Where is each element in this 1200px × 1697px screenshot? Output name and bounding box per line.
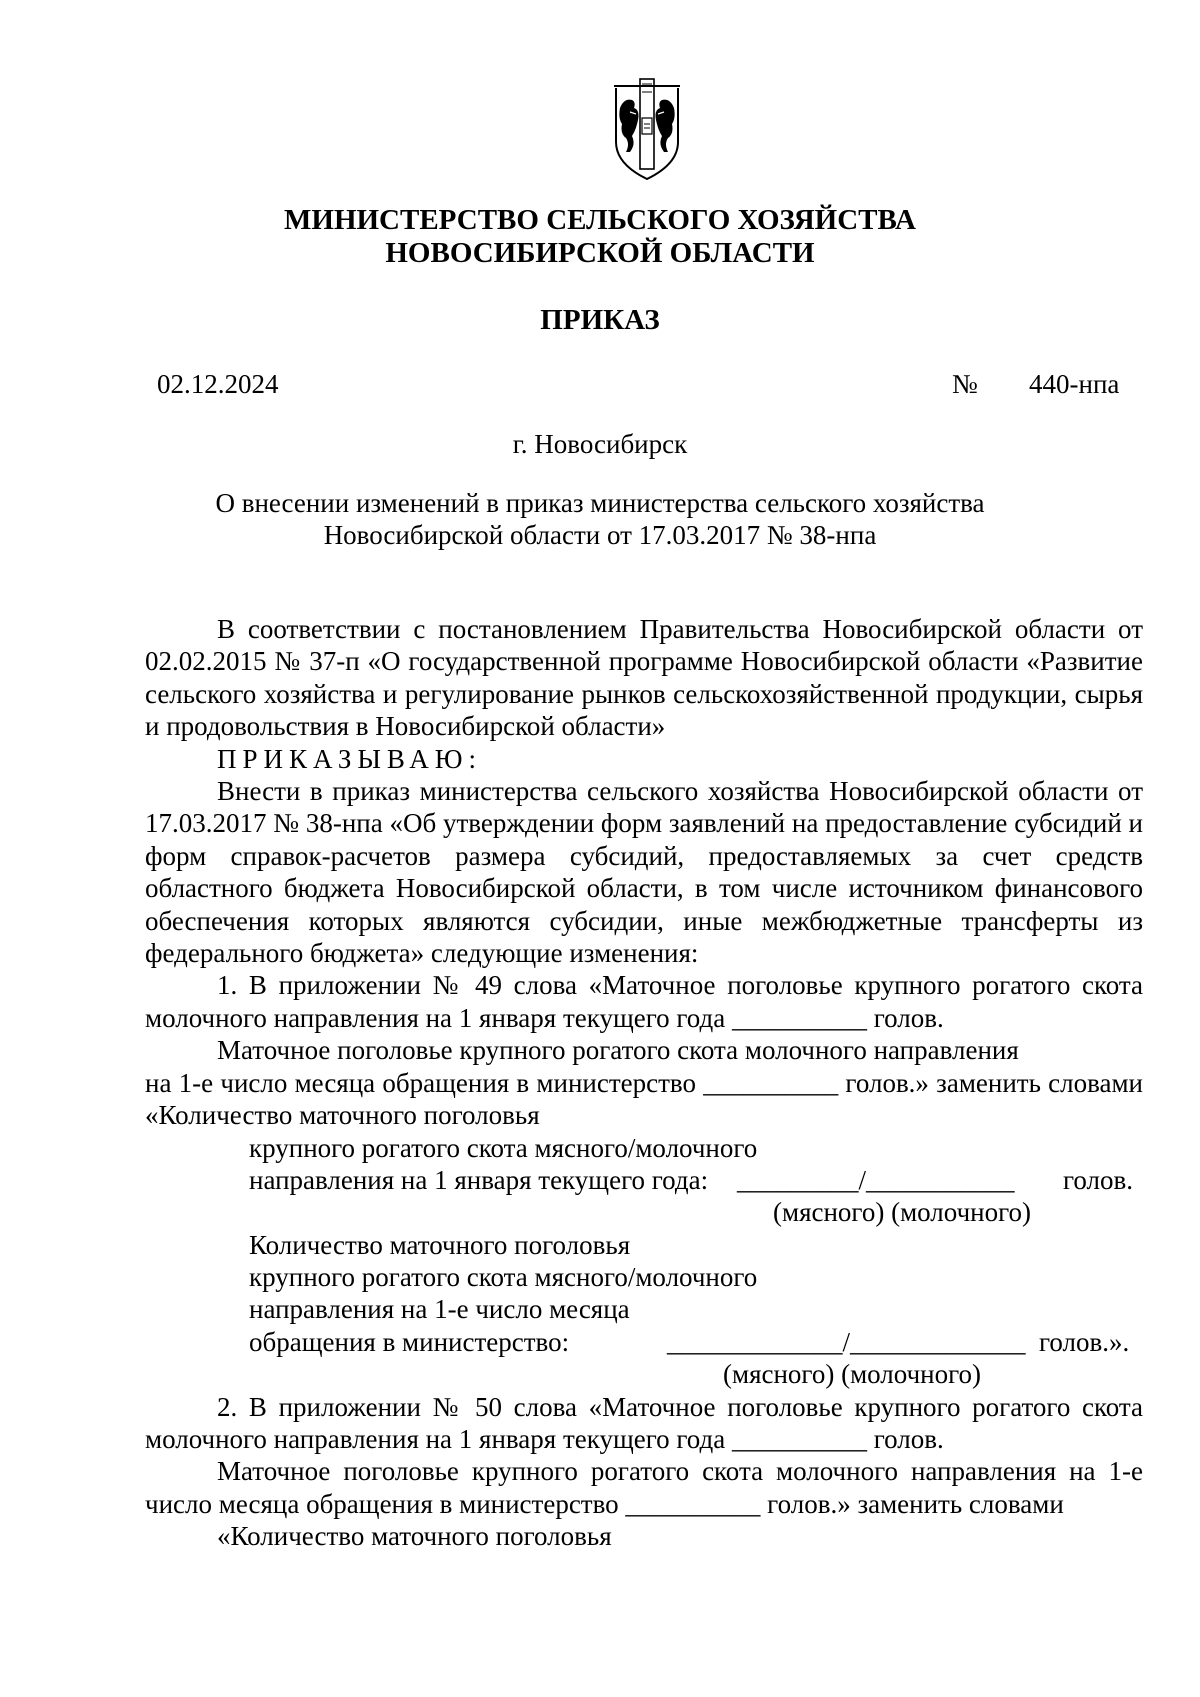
form2-line1 [145, 1229, 1143, 1261]
form2-text1: Количество маточного поголовья [249, 1229, 631, 1260]
form1-line2 [145, 1164, 1143, 1196]
ministry-name-line1: МИНИСТЕРСТВО СЕЛЬСКОГО ХОЗЯЙСТВА [284, 204, 916, 236]
form2-caption: (мясного) (молочного) [723, 1359, 981, 1390]
form2-text2: крупного рогатого скота мясного/молочного [249, 1262, 758, 1293]
item1-paragraph: 1. В приложении № 49 слова «Маточное поголовье крупного рогатого скота молочного направления на 1 января текущего года __________ голов. [145, 970, 1143, 1033]
form1-blank: _________/___________ [737, 1164, 1015, 1195]
item1-second-paragraph: Маточное поголовье крупного рогатого скота молочного направления [217, 1035, 1019, 1066]
form2-text3: направления на 1-е число месяца [249, 1294, 630, 1325]
document-body [145, 613, 1143, 1553]
intro-paragraph: Внести в приказ министерства сельского хозяйства Новосибирской области от 17.03.2017 № 38-нпа «Об утверждении форм заявлений на предоставление субсидий и форм справок-расчетов размера субсидий, предоставляемых за счет средств областного бюджета Новосибирской области, в том числе источником финансового обеспечения которых являются субсидии, иные межбюджетные трансферты из федерального бюджета» следующие изменения: [145, 776, 1143, 969]
form1-text2: направления на 1 января текущего года: [249, 1164, 709, 1195]
form2-line4 [145, 1326, 1143, 1358]
item2-paragraph: 2. В приложении № 50 слова «Маточное поголовье крупного рогатого скота молочного направления на 1 января текущего года __________ голов. [145, 1391, 1143, 1455]
subject-line2: Новосибирской области от 17.03.2017 № 38-нпа [323, 520, 877, 550]
preamble-paragraph: В соответствии с постановлением Правительства Новосибирской области от 02.02.2015 № 37-п «О государственной программе Новосибирской области «Развитие сельского хозяйства и регулирование рынков сельскохозяйственной продукции, сырья и продовольствия в Новосибирской области» [145, 614, 1143, 742]
item2-replacement-start: «Количество маточного поголовья [217, 1521, 612, 1552]
order-word: ПРИКАЗЫВАЮ: [217, 743, 482, 774]
form2-line2 [145, 1261, 1143, 1293]
form1-line1 [145, 1132, 1143, 1164]
form1-caption: (мясного) (молочного) [773, 1197, 1031, 1228]
form1-text1: крупного рогатого скота мясного/молочного [249, 1132, 758, 1163]
form2-unit: голов.». [1039, 1326, 1130, 1357]
ministry-name-line2: НОВОСИБИРСКОЙ ОБЛАСТИ [385, 237, 815, 269]
number-sign: № [952, 369, 978, 399]
form2-text4: обращения в министерство: [249, 1326, 570, 1357]
document-date: 02.12.2024 [157, 369, 279, 399]
document-number: 440-нпа [1029, 369, 1120, 399]
form1-unit: голов. [1063, 1164, 1134, 1195]
ministry-name [0, 204, 1200, 270]
item2-second-paragraph: Маточное поголовье крупного рогатого скота молочного направления на 1-е число месяца обращения в министерство __________ голов.» заменить словами [145, 1456, 1143, 1519]
form2-blank: _____________/_____________ [667, 1326, 1026, 1357]
form2-line3 [145, 1293, 1143, 1325]
form2-caption-line [145, 1358, 1143, 1390]
coat-of-arms-emblem [606, 78, 688, 182]
document-subject [0, 487, 1200, 551]
city: г. Новосибирск [512, 429, 688, 459]
document-type: ПРИКАЗ [540, 304, 660, 336]
subject-line1: О внесении изменений в приказ министерства сельского хозяйства [215, 488, 985, 518]
item1-replacement-paragraph: на 1-е число месяца обращения в министерство __________ голов.» заменить словами «Количество маточного поголовья [145, 1067, 1143, 1131]
form1-caption-line [145, 1196, 1143, 1228]
